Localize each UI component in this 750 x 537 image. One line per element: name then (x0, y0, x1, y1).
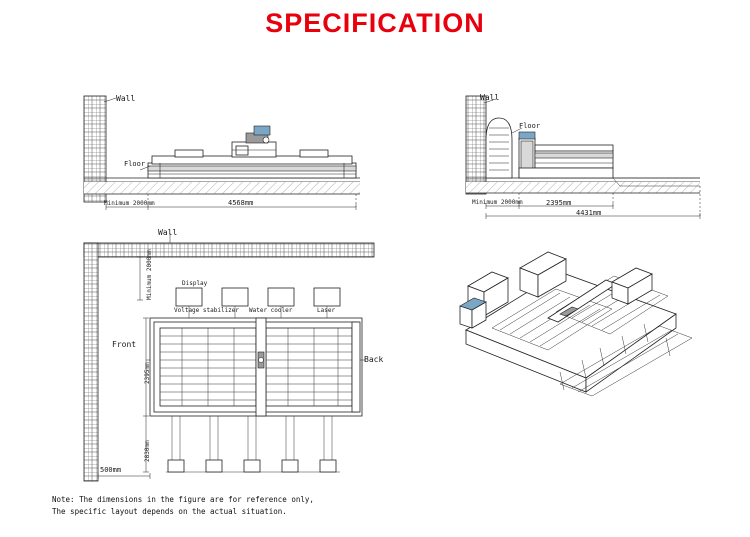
plan-view (84, 233, 374, 481)
side-machine-width-dim: 2395mm (546, 199, 572, 207)
side-wall-label: Wall (480, 93, 500, 102)
side-overall-width-dim: 4431mm (576, 209, 602, 217)
plan-back-label: Back (364, 355, 384, 364)
front-floor-label: Floor (124, 160, 146, 168)
plan-display-label: Display (182, 280, 208, 287)
page-title: SPECIFICATION (265, 8, 485, 38)
plan-voltage-stabilizer-label: Voltage stabilizer (174, 307, 240, 314)
plan-machine-depth-dim: 2395mm (144, 362, 151, 384)
notes-block (52, 494, 314, 517)
plan-wall-label: Wall (158, 228, 178, 237)
note-line-2: The specific layout depends on the actual situation. (52, 506, 287, 516)
plan-front-label: Front (112, 340, 137, 349)
side-floor-label: Floor (519, 122, 541, 130)
front-elevation-view (84, 96, 360, 210)
front-wall-label: Wall (116, 94, 136, 103)
side-min-clearance-dim: Minimum 2000mm (472, 199, 523, 206)
plan-left-offset-dim: 500mm (100, 466, 122, 474)
plan-water-cooler-label: Water cooler (249, 307, 293, 314)
front-overall-length-dim: 4568mm (228, 199, 254, 207)
front-min-clearance-dim: Minimum 2000mm (104, 200, 155, 207)
plan-laser-label: Laser (317, 307, 336, 314)
note-line-1: Note: The dimensions in the figure are for reference only, (52, 495, 314, 504)
isometric-view (460, 252, 692, 396)
plan-rear-clearance-dim: 2830mm (144, 440, 151, 462)
plan-clearance-top-dim: Minimum 2000mm (146, 249, 153, 300)
